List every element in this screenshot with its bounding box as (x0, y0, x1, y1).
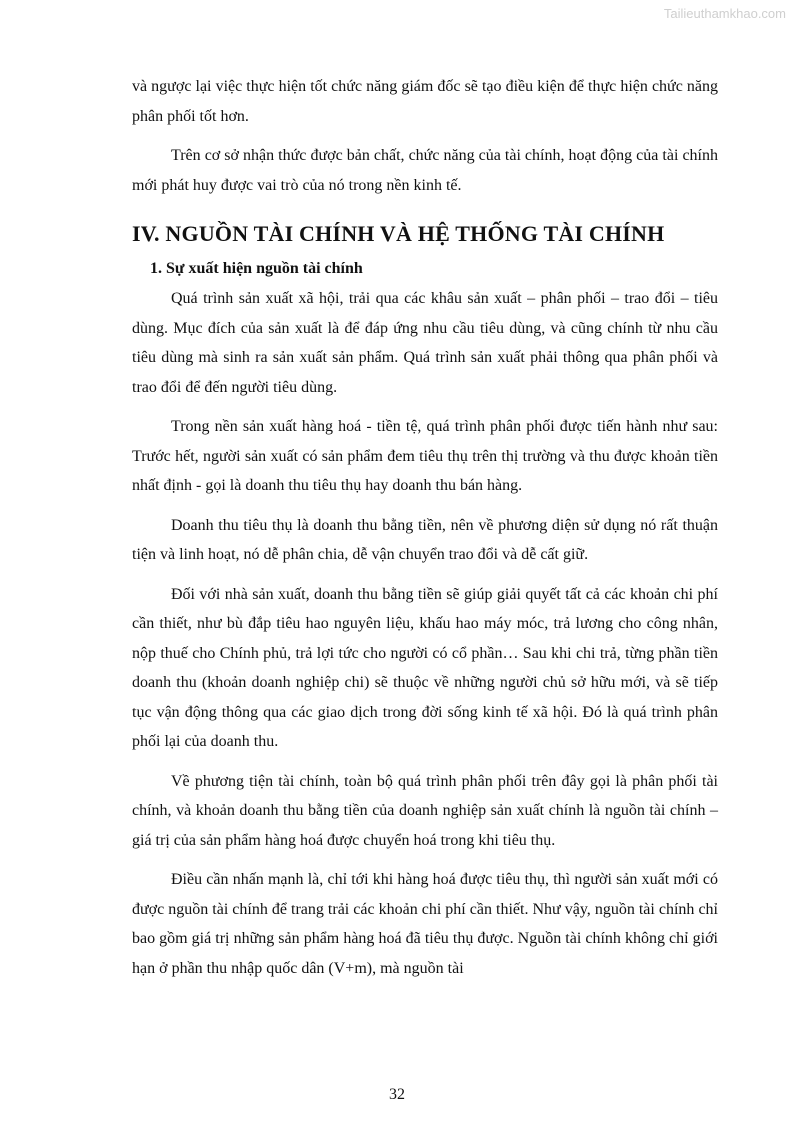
section-title: IV. NGUỒN TÀI CHÍNH VÀ HỆ THỐNG TÀI CHÍNH (132, 221, 665, 246)
paragraph-summary: Trên cơ sở nhận thức được bản chất, chức năng của tài chính, hoạt động của tài chính mới phát huy được vai trò của nó trong nền kinh tế. (132, 147, 718, 194)
subsection-title: 1. Sự xuất hiện nguồn tài chính (150, 260, 363, 277)
paragraph: Doanh thu tiêu thụ là doanh thu bằng tiền, nên về phương diện sử dụng nó rất thuận tiện và linh hoạt, nó dễ phân chia, dễ vận chuyển trao đổi và dễ cất giữ. (132, 516, 718, 563)
paragraph: Về phương tiện tài chính, toàn bộ quá trình phân phối trên đây gọi là phân phối tài chính, và khoản doanh thu bằng tiền của doanh nghiệp sản xuất chính là nguồn tài chính – giá trị của sản phẩm hàng hoá được chuyển hoá trong khi tiêu thụ. (132, 772, 718, 849)
watermark: Tailieuthamkhao.com (663, 6, 786, 21)
paragraph: Quá trình sản xuất xã hội, trải qua các khâu sản xuất – phân phối – trao đổi – tiêu dùng. Mục đích của sản xuất là để đáp ứng nhu cầu tiêu dùng, và cũng chính từ nhu cầu tiêu dùng mà sinh ra sản xuất sản phẩm. Quá trình sản xuất phải thông qua phân phối và trao đổi để đến người tiêu dùng. (132, 290, 718, 396)
paragraph: Đối với nhà sản xuất, doanh thu bằng tiền sẽ giúp giải quyết tất cả các khoản chi phí cần thiết, như bù đắp tiêu hao nguyên liệu, khấu hao máy móc, trả lương cho công nhân, nộp thuế cho Chính phủ, trả lợi tức cho người có cổ phần… Sau khi chi trả, từng phần tiền doanh thu (khoản doanh nghiệp chi) sẽ thuộc về những người chủ sở hữu mới, và sẽ tiếp tục vận động thông qua các giao dịch trong đời sống kinh tế xã hội. Đó là quá trình phân phối lại của doanh thu. (132, 585, 718, 750)
paragraph: Điều cần nhấn mạnh là, chỉ tới khi hàng hoá được tiêu thụ, thì người sản xuất mới có được nguồn tài chính để trang trải các khoản chi phí cần thiết. Như vậy, nguồn tài chính chỉ bao gồm giá trị những sản phẩm hàng hoá đã tiêu thụ được. Nguồn tài chính không chỉ giới hạn ở phần thu nhập quốc dân (V+m), mà nguồn tài (132, 871, 718, 977)
paragraph-continuation: và ngược lại việc thực hiện tốt chức năng giám đốc sẽ tạo điều kiện để thực hiện chức năng phân phối tốt hơn. (132, 78, 718, 125)
document-page (132, 72, 718, 983)
page-number: 32 (389, 1086, 405, 1103)
paragraph: Trong nền sản xuất hàng hoá - tiền tệ, quá trình phân phối được tiến hành như sau: Trước hết, người sản xuất có sản phẩm đem tiêu thụ trên thị trường và thu được khoản tiền nhất định - gọi là doanh thu tiêu thụ hay doanh thu bán hàng. (132, 418, 718, 494)
